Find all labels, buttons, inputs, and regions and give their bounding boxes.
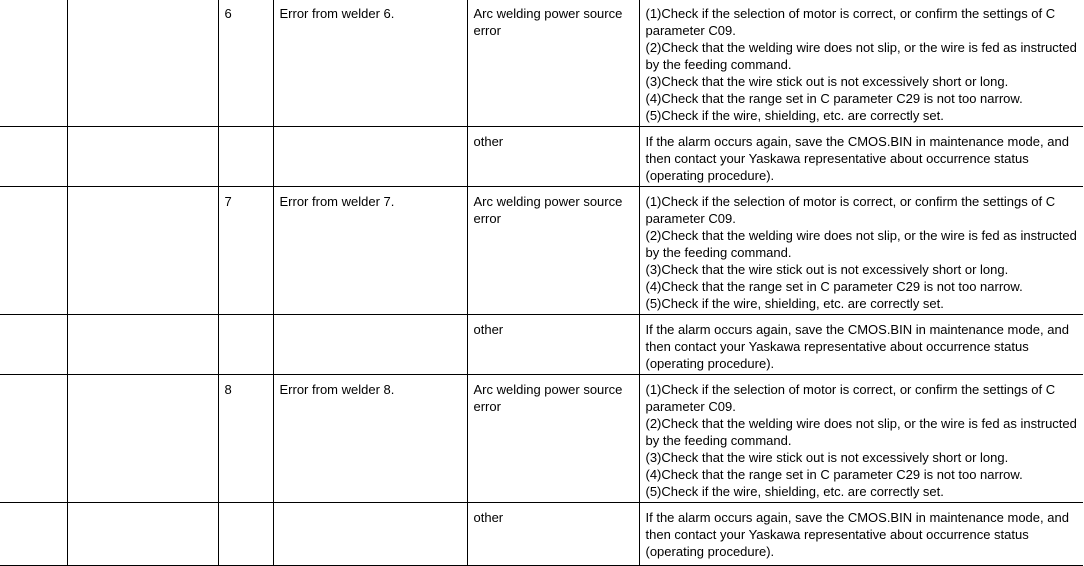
- remedy-step: (5)Check if the wire, shielding, etc. are correctly set.: [645, 296, 944, 311]
- alarm-name-cell: [67, 315, 218, 375]
- table-row: [0, 127, 1083, 187]
- remedy-step: (4)Check that the range set in C parameter C29 is not too narrow.: [645, 279, 1023, 294]
- remedy-step: (1)Check if the selection of motor is correct, or confirm the settings of C parameter C09.: [645, 382, 1056, 414]
- table-row: [0, 315, 1083, 375]
- remedy-cell: [639, 375, 1083, 503]
- table-row: [0, 375, 1083, 503]
- cause-cell: Arc welding power source error: [467, 0, 639, 127]
- remedy-step: (3)Check that the wire stick out is not excessively short or long.: [645, 450, 1009, 465]
- alarm-name-cell: [67, 187, 218, 315]
- remedy-step: (4)Check that the range set in C parameter C29 is not too narrow.: [645, 91, 1023, 106]
- remedy-cell: If the alarm occurs again, save the CMOS.BIN in maintenance mode, and then contact your Yaskawa representative about occurrence status (operating procedure).: [639, 315, 1083, 375]
- meaning-cell: [273, 503, 467, 566]
- remedy-step: (5)Check if the wire, shielding, etc. are correctly set.: [645, 108, 944, 123]
- meaning-cell: Error from welder 8.: [273, 375, 467, 503]
- remedy-step: (2)Check that the welding wire does not slip, or the wire is fed as instructed by the feeding command.: [645, 416, 1077, 448]
- alarm-name-cell: [67, 503, 218, 566]
- remedy-step: (5)Check if the wire, shielding, etc. are correctly set.: [645, 484, 944, 499]
- remedy-cell: [639, 187, 1083, 315]
- alarm-number-cell: [0, 375, 67, 503]
- table-row: [0, 187, 1083, 315]
- remedy-step: (1)Check if the selection of motor is correct, or confirm the settings of C parameter C09.: [645, 6, 1056, 38]
- alarm-number-cell: [0, 315, 67, 375]
- remedy-cell: If the alarm occurs again, save the CMOS.BIN in maintenance mode, and then contact your Yaskawa representative about occurrence status (operating procedure).: [639, 127, 1083, 187]
- alarm-number-cell: [0, 187, 67, 315]
- meaning-cell: [273, 315, 467, 375]
- subcode-cell: 7: [218, 187, 273, 315]
- meaning-cell: Error from welder 6.: [273, 0, 467, 127]
- meaning-cell: [273, 127, 467, 187]
- alarm-name-cell: [67, 0, 218, 127]
- cause-cell: other: [467, 503, 639, 566]
- cause-cell: other: [467, 127, 639, 187]
- remedy-step: (2)Check that the welding wire does not slip, or the wire is fed as instructed by the feeding command.: [645, 40, 1077, 72]
- meaning-cell: Error from welder 7.: [273, 187, 467, 315]
- table-row: [0, 0, 1083, 127]
- alarm-name-cell: [67, 375, 218, 503]
- remedy-cell: If the alarm occurs again, save the CMOS.BIN in maintenance mode, and then contact your Yaskawa representative about occurrence status (operating procedure).: [639, 503, 1083, 566]
- cause-cell: Arc welding power source error: [467, 375, 639, 503]
- alarm-name-cell: [67, 127, 218, 187]
- alarm-number-cell: [0, 503, 67, 566]
- subcode-cell: [218, 315, 273, 375]
- alarm-number-cell: [0, 127, 67, 187]
- subcode-cell: [218, 503, 273, 566]
- alarm-number-cell: [0, 0, 67, 127]
- cause-cell: other: [467, 315, 639, 375]
- remedy-cell: [639, 0, 1083, 127]
- cause-cell: Arc welding power source error: [467, 187, 639, 315]
- table-row: [0, 503, 1083, 566]
- remedy-step: (3)Check that the wire stick out is not excessively short or long.: [645, 262, 1009, 277]
- remedy-step: (1)Check if the selection of motor is correct, or confirm the settings of C parameter C09.: [645, 194, 1056, 226]
- subcode-cell: [218, 127, 273, 187]
- remedy-step: (2)Check that the welding wire does not slip, or the wire is fed as instructed by the feeding command.: [645, 228, 1077, 260]
- remedy-step: (4)Check that the range set in C parameter C29 is not too narrow.: [645, 467, 1023, 482]
- subcode-cell: 8: [218, 375, 273, 503]
- subcode-cell: 6: [218, 0, 273, 127]
- remedy-step: (3)Check that the wire stick out is not excessively short or long.: [645, 74, 1009, 89]
